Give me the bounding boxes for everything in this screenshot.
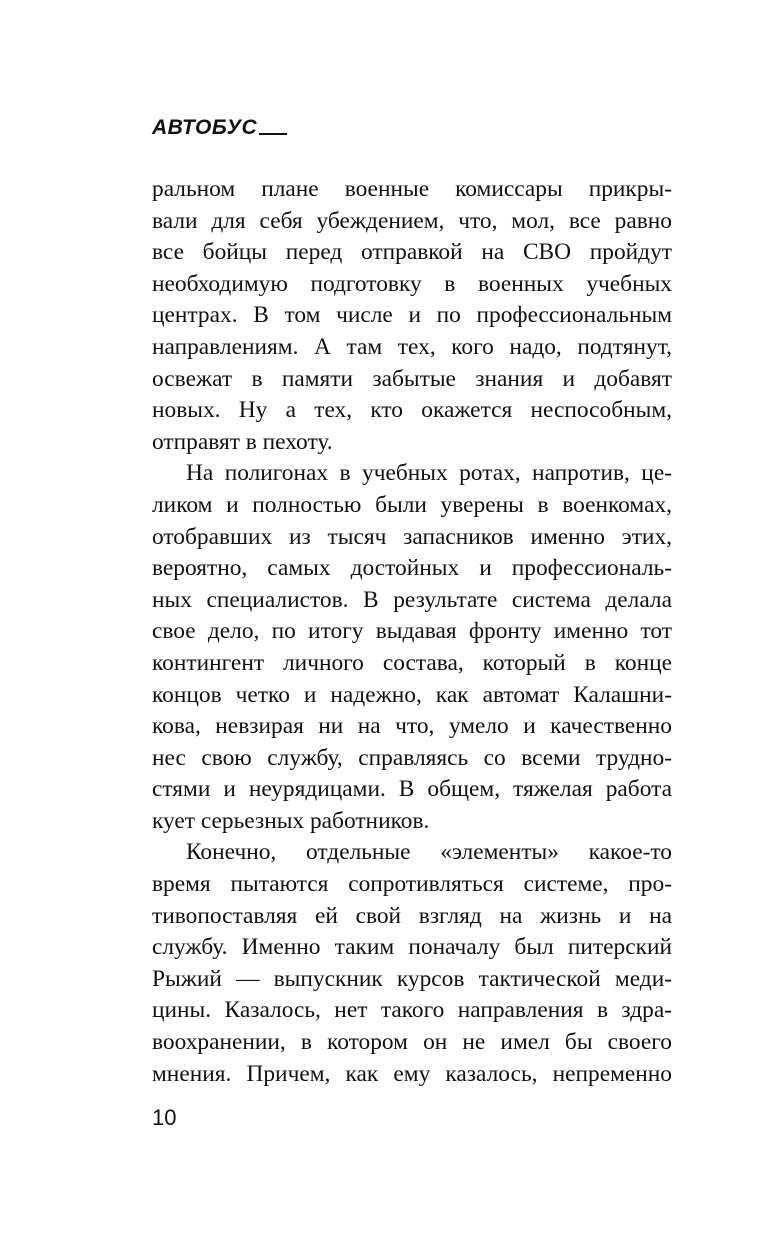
text-line: воохранении, в котором он не имел бы своего	[152, 1029, 672, 1056]
text-line: тивопоставляя ей свой взгляд на жизнь и на	[152, 902, 672, 929]
text-line: необходимую подготовку в военных учебных	[152, 270, 672, 297]
text-line: центрах. В том числе и по профессиональным	[152, 302, 672, 329]
text-line: Рыжий — выпускник курсов тактической меди-	[152, 965, 672, 992]
paragraph-1	[152, 174, 672, 458]
paragraph-2	[152, 458, 672, 837]
text-line: службу. Именно таким поначалу был питерский	[152, 934, 672, 961]
text-line: мнения. Причем, как ему казалось, непременно	[152, 1060, 672, 1087]
text-line: контингент личного состава, который в конце	[152, 649, 672, 676]
text-line: концов четко и надежно, как автомат Калашни-	[152, 681, 672, 708]
text-line: освежат в памяти забытые знания и добавят	[152, 365, 672, 392]
text-line: ликом и полностью были уверены в военкомах,	[152, 491, 672, 518]
text-line: нес свою службу, справляясь со всеми трудно-	[152, 744, 672, 771]
body-text	[152, 174, 672, 1090]
text-line: отобравших из тысяч запасников именно этих,	[152, 523, 672, 550]
text-line: вероятно, самых достойных и профессиональ-	[152, 555, 672, 582]
text-line: отправят в пехоту.	[152, 428, 333, 455]
text-line: кова, невзирая ни на что, умело и качественно	[152, 713, 672, 740]
text-line: новых. Ну а тех, кто окажется неспособным,	[152, 397, 672, 424]
paragraph-3	[152, 837, 672, 1090]
text-line: кует серьезных работников.	[152, 807, 430, 834]
running-head-rule	[259, 133, 287, 135]
text-line: стями и неурядицами. В общем, тяжелая работа	[152, 776, 672, 803]
text-line: цины. Казалось, нет такого направления в здра-	[152, 997, 672, 1024]
text-line: ных специалистов. В результате система делала	[152, 586, 672, 613]
text-line: На полигонах в учебных ротах, напротив, це-	[186, 460, 672, 487]
text-line: направлениям. А там тех, кого надо, подтянут,	[152, 333, 672, 360]
text-line: ральном плане военные комиссары прикры-	[152, 176, 672, 202]
page-number: 10	[152, 1105, 177, 1130]
running-head	[152, 116, 287, 140]
text-line: свое дело, по итогу выдавая фронту именно тот	[152, 618, 672, 645]
running-head-title: АВТОБУС	[152, 116, 258, 139]
text-line: Конечно, отдельные «элементы» какое-то	[186, 839, 672, 866]
text-line: время пытаются сопротивляться системе, про-	[152, 871, 672, 898]
text-line: вали для себя убеждением, что, мол, все равно	[152, 207, 672, 234]
text-line: все бойцы перед отправкой на СВО пройдут	[152, 239, 672, 266]
